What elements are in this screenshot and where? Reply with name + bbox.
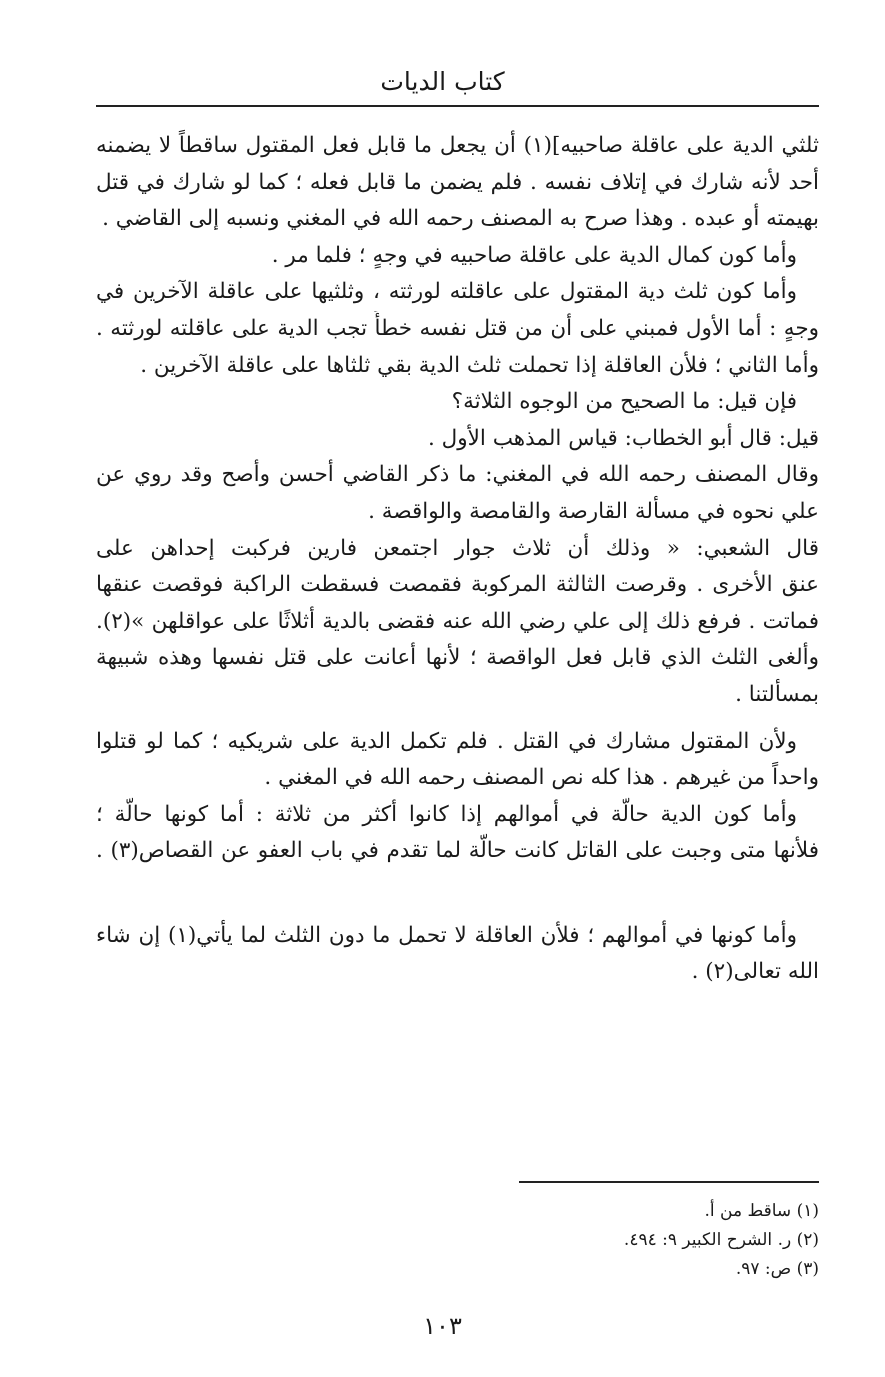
text-line: وألغى الثلث الذي قابل فعل الواقصة ؛ لأنها أعانت على قتل نفسها وهذه شبيهة [96, 645, 819, 671]
running-head: كتاب الديات [380, 67, 505, 96]
text-line: بمسألتنا . [735, 681, 819, 707]
text-line: فإن قيل: ما الصحيح من الوجوه الثلاثة؟ [451, 389, 797, 415]
footnote: (٢) ر. الشرح الكبير ٩: ٤٩٤. [623, 1230, 819, 1250]
page-number: ١٠٣ [423, 1312, 462, 1340]
text-line: ثلثي الدية على عاقلة صاحبيه](١) أن يجعل ما قابل فعل المقتول ساقطاً لا يضمنه [96, 133, 819, 158]
text-line: علي نحوه في مسألة القارصة والقامصة والواقصة . [368, 498, 819, 524]
header-rule [96, 105, 819, 107]
text-line: عنق الأخرى . وقرصت الثالثة المركوبة فقمصت فسقطت الراكبة فوقصت عنقها [96, 572, 819, 598]
text-line: وأما كون ثلث دية المقتول على عاقلته لورثته ، وثلثيها على عاقلة الآخرين في [96, 279, 797, 305]
footnote: (٣) ص: ٩٧. [735, 1259, 819, 1279]
text-line: وقال المصنف رحمه الله في المغني: ما ذكر القاضي أحسن وأصح وقد روي عن [96, 462, 819, 488]
text-line: وأما كونها في أموالهم ؛ فلأن العاقلة لا تحمل ما دون الثلث لما يأتي(١) إن شاء [96, 922, 797, 948]
text-line: ولأن المقتول مشارك في القتل . فلم تكمل الدية على شريكيه ؛ كما لو قتلوا [96, 728, 797, 754]
text-line: أحد لأنه شارك في إتلاف نفسه . فلم يضمن ما قابل فعله ؛ كما لو شارك في قتل [96, 169, 819, 195]
footnote: (١) ساقط من أ. [704, 1201, 819, 1221]
text-line: قال الشعبي: « وذلك أن ثلاث جوار اجتمعن فارين فركبت إحداهن على [96, 535, 819, 561]
footnote-rule [519, 1181, 819, 1183]
footnotes [319, 1197, 819, 1284]
paragraph-gap [96, 870, 819, 918]
text-line: قيل: قال أبو الخطاب: قياس المذهب الأول . [427, 425, 819, 451]
paragraph-gap [96, 714, 819, 724]
text-line: فلأنها متى وجبت على القاتل كانت حالّة لما تقدم في باب العفو عن القصاص(٣) . [96, 838, 819, 864]
text-line: بهيمته أو عبده . وهذا صرح به المصنف رحمه الله في المغني ونسبه إلى القاضي . [102, 206, 819, 232]
text-line: وأما كون الدية حالّة في أموالهم إذا كانوا أكثر من ثلاثة : أما كونها حالّة ؛ [96, 801, 797, 827]
text-line: واحداً من غيرهم . هذا كله نص المصنف رحمه الله في المغني . [264, 765, 819, 791]
text-line: الله تعالى(٢) . [691, 959, 819, 985]
text-line: فماتت . فرفع ذلك إلى علي رضي الله عنه فقضى بالدية أثلاثًا على عواقلهن »(٢). [96, 608, 819, 634]
text-line: وأما الثاني ؛ فلأن العاقلة إذا تحملت ثلث الدية بقي ثلثاها على عاقلة الآخرين . [140, 352, 819, 378]
text-line: وأما كون كمال الدية على عاقلة صاحبيه في وجهٍ ؛ فلما مر . [271, 242, 797, 268]
body-text [96, 128, 819, 991]
text-line: وجهٍ : أما الأول فمبني على أن من قتل نفسه خطأً تجب الدية على عاقلته لورثته . [96, 315, 819, 341]
